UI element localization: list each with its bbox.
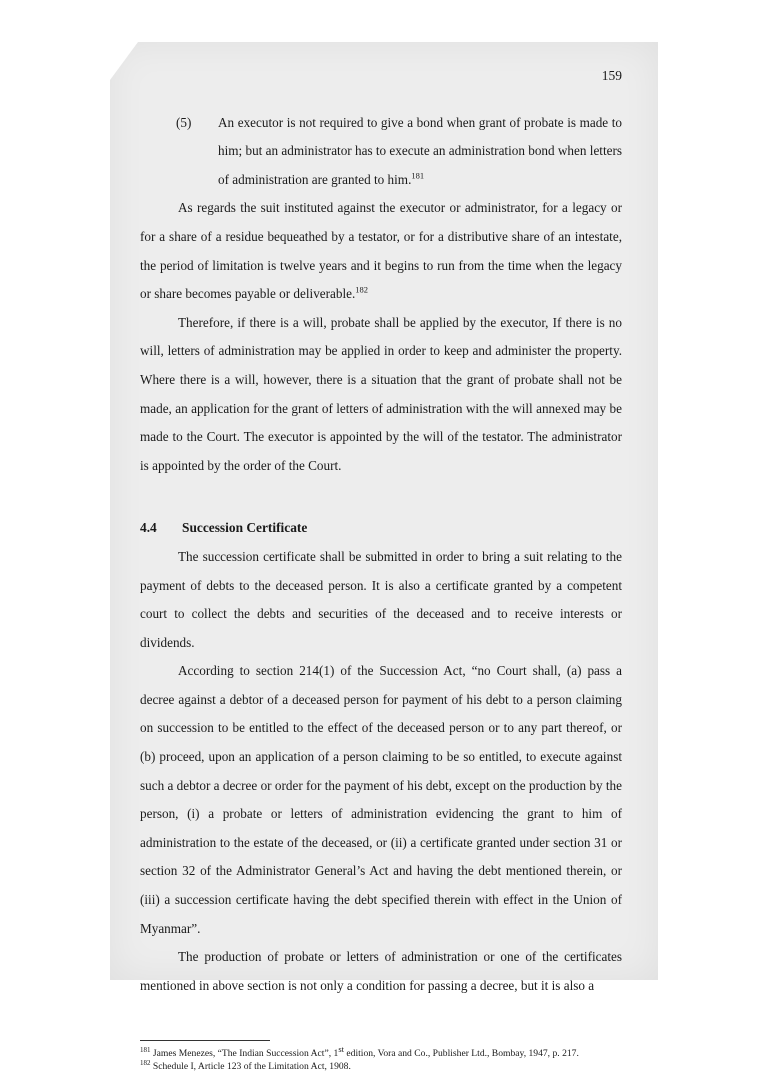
footnote-number: 181 (140, 1046, 151, 1055)
paragraph-section-214: According to section 214(1) of the Succession Act, “no Court shall, (a) pass a decree against a debtor of a deceased person for payment of his debt to a person claiming on succession to be entitled to the effect of the deceased person or to any part thereof, or (b) proceed, upon an application of a person claiming to be so entitled, to execute against such a debtor a decree or order for the payment of his debt, except on the production by the person, (i) a probate or letters of administration evidencing the grant to him of administration to the estate of the deceased, or (ii) a certificate granted under section 31 or section 32 of the Administrator General’s Act and having the debt mentioned therein, or (iii) a succession certificate having the debt specified therein with effect in the Union of Myanmar”. (140, 663, 622, 936)
item-text: An executor is not required to give a bond when grant of probate is made to him; but an administrator has to execute an administration bond when letters of administration are granted to him. (218, 114, 622, 187)
footnote-text: Schedule I, Article 123 of the Limitation Act, 1908. (152, 1061, 351, 1073)
section-number: 4.4 (140, 520, 157, 536)
paragraph-limitation (140, 194, 622, 308)
footnote-182 (140, 1060, 622, 1073)
document-page (110, 42, 658, 1073)
footnote-ref-181[interactable]: 181 (411, 170, 425, 181)
footnote-superscript: st (338, 1044, 344, 1055)
item-number: (5) (176, 114, 192, 130)
paragraph-probate: Therefore, if there is a will, probate shall be applied by the executor, If there is no will, letters of administration may be applied in order to keep and administer the property. Where there is a will, however, there is a situation that the grant of probate shall not be made, an application for the grant of letters of administration with the will annexed may be made to the Court. The executor is appointed by the will of the testator. The administrator is appointed by the order of the Court. (140, 314, 622, 473)
list-item-5 (140, 109, 622, 195)
page-fold-corner (110, 42, 138, 80)
page-number: 159 (601, 68, 622, 83)
footnote-number: 182 (140, 1059, 151, 1068)
section-title: Succession Certificate (182, 520, 308, 536)
paragraph-succession-intro: The succession certificate shall be submitted in order to bring a suit relating to the payment of debts to the deceased person. It is also a certificate granted by a competent court to collect the debts and securities of the deceased and to receive interests or dividends. (140, 548, 622, 650)
section-spacer (140, 480, 622, 514)
paragraph-limitation-text: As regards the suit instituted against the executor or administrator, for a legacy or for a share of a residue bequeathed by a testator, or for a distributive share of an intestate, the period of limitation is twelve years and it begins to run from the time when the legacy or share becomes payable or deliverable. (140, 200, 622, 302)
page-content (140, 62, 622, 1073)
footnote-text-cont: edition, Vora and Co., Publisher Ltd., Bombay, 1947, p. 217. (344, 1048, 579, 1060)
footnote-divider (140, 1040, 270, 1041)
paragraph-production: The production of probate or letters of administration or one of the certificates mentioned in above section is not only a condition for passing a decree, but it is also a (140, 949, 622, 993)
footnote-ref-182[interactable]: 182 (355, 284, 369, 295)
section-heading (140, 514, 622, 543)
footnote-text: James Menezes, “The Indian Succession Act”, 1 (152, 1048, 339, 1060)
footnote-181 (140, 1044, 622, 1060)
